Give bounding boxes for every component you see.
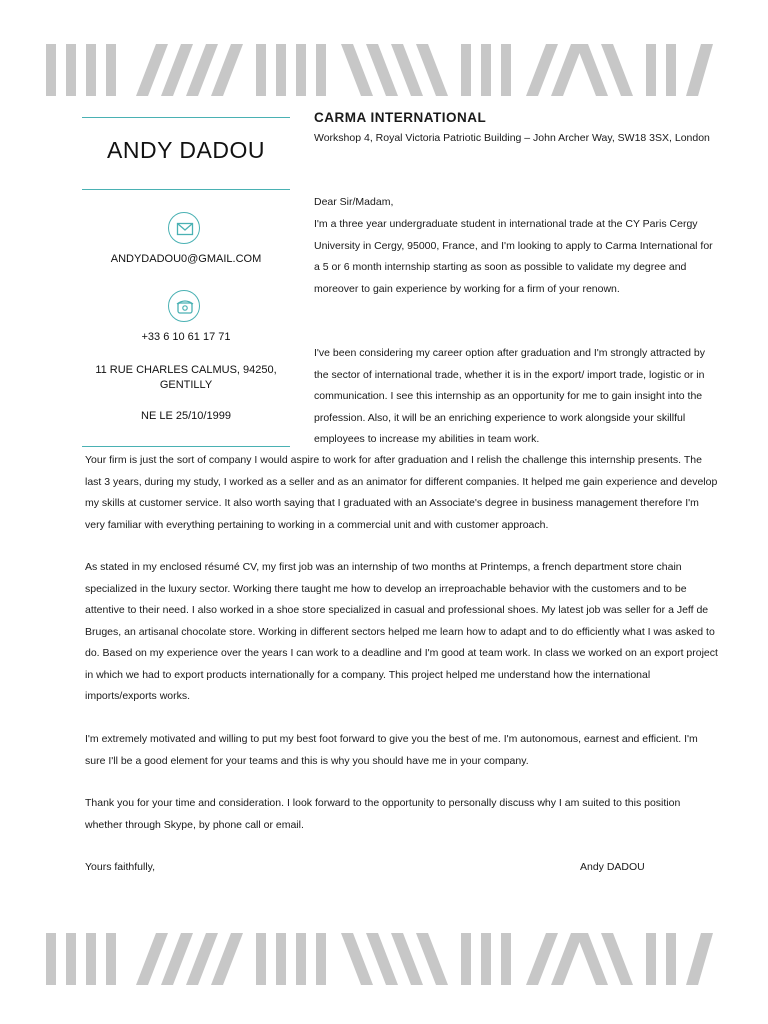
letter-greeting: Dear Sir/Madam, bbox=[314, 196, 394, 208]
recipient-company: CARMA INTERNATIONAL bbox=[314, 110, 487, 125]
sender-phone: +33 6 10 61 17 71 bbox=[141, 331, 231, 343]
bottom-decorative-band bbox=[46, 933, 716, 985]
top-decorative-band bbox=[46, 44, 716, 96]
recipient-address: Workshop 4, Royal Victoria Patriotic Building – John Archer Way, SW18 3SX, London bbox=[314, 132, 710, 144]
letter-paragraph-2: I've been considering my career option after graduation and I'm strongly attracted by the sector of international trade, whether it is in the export/ import trade, logistic or in communication. I see this internship as an opportunity for me to gain insight into the profession. Also, it will be an enriching experience to work alongside your skillful employees to increase my abilities in team work. bbox=[314, 347, 705, 445]
sidebar-name-rule bbox=[82, 189, 290, 190]
letter-closing: Yours faithfully, bbox=[85, 861, 156, 873]
sender-email: ANDYDADOU0@GMAIL.COM bbox=[110, 253, 262, 265]
letter-paragraph-1: I'm a three year undergraduate student in international trade at the CY Paris Cergy University in Cergy, 95000, France, and I'm looking to apply to Carma International for a 5 or 6 month internship starting as soon as possible to validate my degree and moreover to gain experience by working for a firm of your renown. bbox=[314, 218, 713, 295]
letter-paragraph-4: As stated in my enclosed résumé CV, my first job was an internship of two months at Printemps, a french department store chain specialized in the luxury sector. Working there taught me how to develop an irreproachable behavior with the customers and to be attentive to their need. I also worked in a shoe store specialized in casual and professional shoes. My latest job was seller for a Jeff de Bruges, an artisanal chocolate store. Working in different sectors helped me learn how to adapt and to do efficiently what I was asked to do. Based on my experience over the years I can work to a deadline and I'm good at team work. In class we worked on an export project in which we had to export products internationally for a company. This project helped me understand how the international imports/exports works. bbox=[85, 561, 718, 702]
letter-paragraph-3: Your firm is just the sort of company I would aspire to work for after graduation and I relish the challenge this internship presents. The last 3 years, during my study, I worked as a seller and as an animator for different companies. It helped me gain experience and develop my skills at customer service. It also worth saying that I graduated with an Associate's degree in business management therefore I'm very familiar with everything pertaining to working in a commercial unit and with customer approach. bbox=[85, 454, 718, 531]
letter-paragraph-6: Thank you for your time and consideration. I look forward to the opportunity to personally discuss why I am suited to this position whether through Skype, by phone call or email. bbox=[85, 797, 681, 831]
sidebar-bottom-rule bbox=[82, 446, 290, 447]
telephone-icon bbox=[168, 290, 200, 322]
letter-signature: Andy DADOU bbox=[580, 861, 645, 873]
sender-address: 11 RUE CHARLES CALMUS, 94250, GENTILLY bbox=[95, 364, 277, 391]
sender-birth-date: NE LE 25/10/1999 bbox=[141, 410, 231, 422]
envelope-icon bbox=[168, 212, 200, 244]
sidebar-top-rule bbox=[82, 117, 290, 118]
letter-paragraph-5: I'm extremely motivated and willing to put my best foot forward to give you the best of me. I'm autonomous, earnest and efficient. I'm sure I'll be a good element for your teams and this is why you should have me in your company. bbox=[85, 733, 698, 767]
sender-name: ANDY DADOU bbox=[107, 137, 265, 163]
